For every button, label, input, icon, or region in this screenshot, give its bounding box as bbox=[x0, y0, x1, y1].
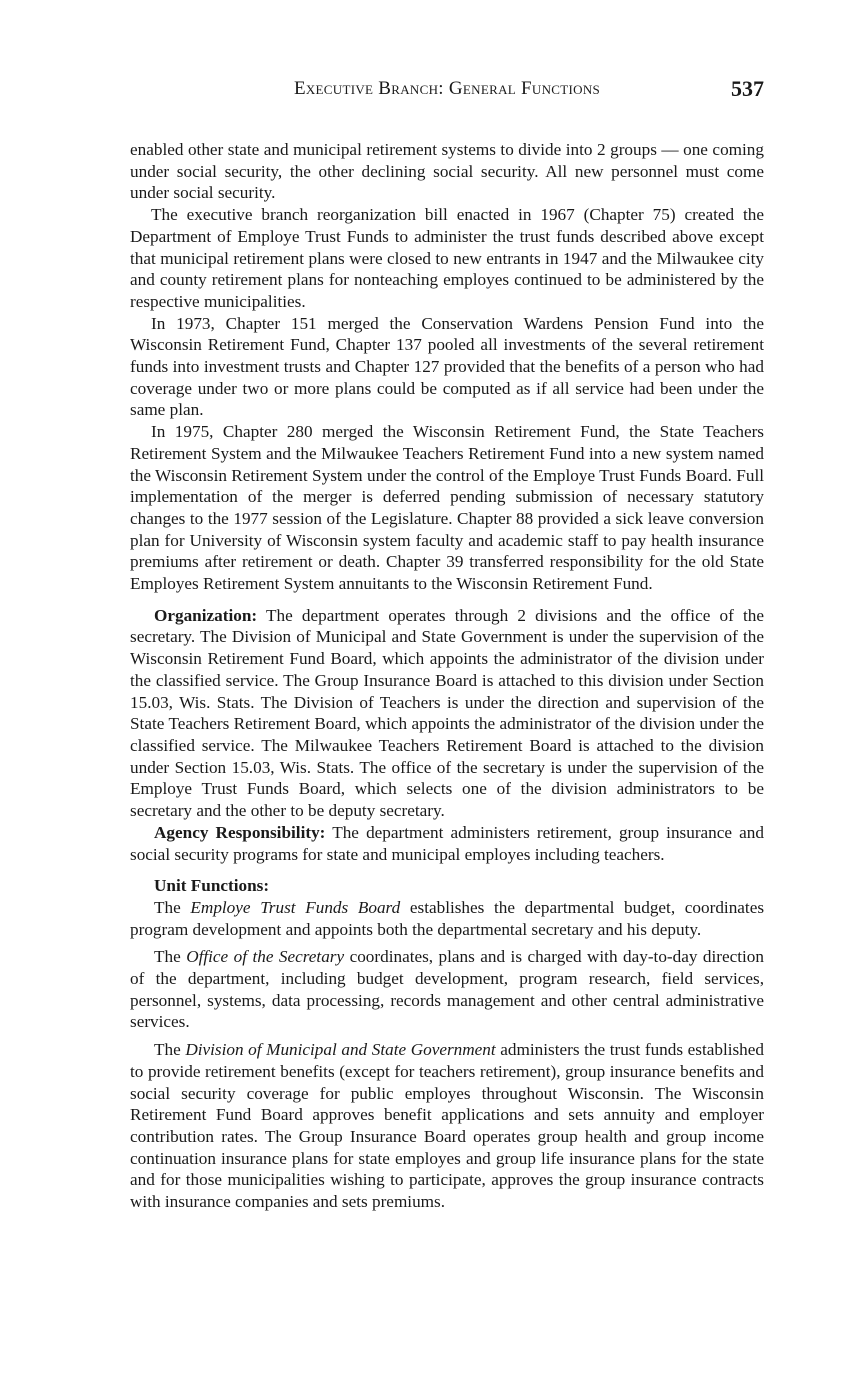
paragraph-office-of-secretary bbox=[130, 946, 764, 1033]
board-lead: The bbox=[154, 897, 181, 917]
division-text: administers the trust funds established to provide retirement benefits (except for teachers retirement), group insurance benefits and social security coverage for public employes throughout Wisconsin. The Wisconsin Retirement Fund Board approves benefit applications and sets annuity and employer contribution rates. The Group Insurance Board operates group health and group income continuation insurance plans for state employes and group life insurance plans for the state and for those municipalities wishing to participate, approves the group insurance contracts with insurance companies and sets premiums. bbox=[130, 1040, 764, 1212]
paragraph-chapters-1973: In 1973, Chapter 151 merged the Conservation Wardens Pension Fund into the Wisconsin Retirement Fund, Chapter 137 pooled all investments of the several retirement funds into investment trusts and Chapter 127 provided that the benefits of a person who had coverage under two or more plans could be computed as if all service had been under the same plan. bbox=[130, 313, 764, 420]
running-head bbox=[130, 76, 764, 106]
board-text: establishes the departmental budget, coordinates program development and appoints both the departmental secretary and his deputy. bbox=[130, 897, 765, 939]
paragraph-municipal-state-division bbox=[130, 1039, 764, 1213]
paragraph-trust-funds-board bbox=[130, 897, 764, 940]
paragraph-continued: enabled other state and municipal retirement systems to divide into 2 groups — one coming under social security, the other declining social security. All new personnel must come under social security. bbox=[130, 140, 764, 203]
secretary-name: Office of the Secretary bbox=[186, 947, 345, 967]
agency-responsibility-heading: Agency Responsibility: bbox=[154, 822, 326, 842]
page-number: 537 bbox=[731, 76, 764, 101]
paragraph-organization bbox=[130, 605, 764, 822]
secretary-lead: The bbox=[154, 947, 181, 967]
organization-heading: Organization: bbox=[154, 605, 258, 625]
agency-responsibility-text: The department administers retirement, group insurance and social security programs for state and municipal employes including teachers. bbox=[130, 822, 764, 864]
secretary-text: coordinates, plans and is charged with day-to-day direction of the department, including budget development, program research, field services, personnel, systems, data processing, records management and other central administrative services. bbox=[130, 947, 764, 1032]
division-lead: The bbox=[154, 1040, 181, 1060]
paragraph-chapters-1975: In 1975, Chapter 280 merged the Wisconsin Retirement Fund, the State Teachers Retirement System and the Milwaukee Teachers Retirement Fund into a new system named the Wisconsin Retirement System under the control of the Employe Trust Funds Board. Full implementation of the merger is deferred pending submission of necessary statutory changes to the 1977 session of the Legislature. Chapter 88 provided a sick leave conversion plan for University of Wisconsin system faculty and academic staff to pay health insurance premiums after retirement or death. Chapter 39 transferred responsibility for the old State Employes Retirement System annuitants to the Wisconsin Retirement Fund. bbox=[130, 422, 764, 594]
paragraph-agency-responsibility bbox=[130, 822, 764, 865]
paragraph-reorganization-1967: The executive branch reorganization bill enacted in 1967 (Chapter 75) created the Department of Employe Trust Funds to administer the trust funds described above except that municipal retirement plans were closed to new entrants in 1947 and the Milwaukee city and county retirement plans for nonteaching employes continued to be administered by the respective municipalities. bbox=[130, 205, 764, 311]
board-name: Employe Trust Funds Board bbox=[190, 897, 401, 917]
organization-text: The department operates through 2 divisions and the office of the secretary. The Division of Municipal and State Government is under the supervision of the Wisconsin Retirement Fund Board, which appoints the administrator of the division under the classified service. The Group Insurance Board is attached to this division under Section 15.03, Wis. Stats. The Division of Teachers is under the direction and supervision of the State Teachers Retirement Board, which appoints the administrator of the division under the classified service. The Milwaukee Teachers Retirement Board is attached to the division under Section 15.03, Wis. Stats. The office of the secretary is under the supervision of the Employe Trust Funds Board, which selects one of the division administrators to be secretary and the other to be deputy secretary. bbox=[130, 605, 764, 821]
running-title: Executive Branch: General Functions bbox=[293, 78, 601, 99]
body-text bbox=[130, 139, 764, 1213]
unit-functions-heading: Unit Functions: bbox=[154, 876, 270, 896]
division-name: Division of Municipal and State Government bbox=[185, 1040, 496, 1060]
